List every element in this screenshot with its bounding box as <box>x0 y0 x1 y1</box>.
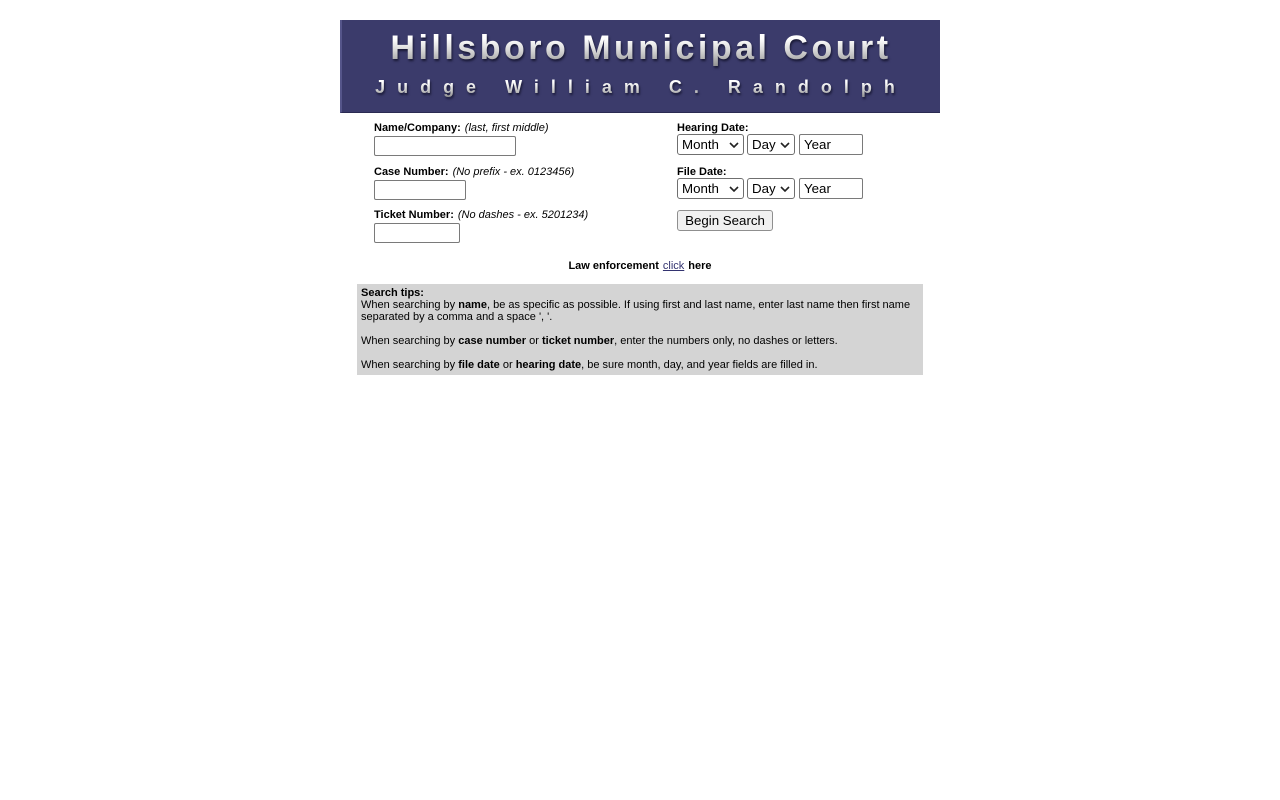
begin-search-button[interactable]: Begin Search <box>677 210 773 231</box>
file-date-label: File Date: <box>677 166 727 178</box>
search-tip-name: When searching by name, be as specific as possible. If using first and last name, enter last name then first name separated by a comma and a space ', '. <box>361 299 911 323</box>
page-title: Hillsboro Municipal Court <box>342 29 940 68</box>
law-enforcement-suffix: here <box>688 260 712 272</box>
hearing-month-select[interactable] <box>677 134 744 155</box>
name-company-label: Name/Company: (last, first middle) <box>374 122 549 134</box>
law-enforcement-line <box>340 260 940 272</box>
law-enforcement-prefix: Law enforcement <box>568 260 659 272</box>
header-banner <box>340 20 940 113</box>
case-number-input[interactable] <box>374 180 466 200</box>
hearing-day-select-wrap <box>747 134 795 155</box>
case-number-label: Case Number: (No prefix - ex. 0123456) <box>374 166 575 178</box>
file-year-input[interactable] <box>799 178 863 199</box>
file-day-select[interactable] <box>747 178 795 199</box>
hearing-year-input[interactable] <box>799 134 863 155</box>
file-month-select[interactable] <box>677 178 744 199</box>
ticket-number-hint: (No dashes - ex. 5201234) <box>457 209 589 221</box>
hearing-date-label: Hearing Date: <box>677 122 749 134</box>
name-company-hint: (last, first middle) <box>464 122 549 134</box>
ticket-number-label: Ticket Number: (No dashes - ex. 5201234) <box>374 209 589 221</box>
file-day-select-wrap <box>747 178 795 199</box>
hearing-day-select[interactable] <box>747 134 795 155</box>
search-tip-dates: When searching by file date or hearing date, be sure month, day, and year fields are filled in. <box>361 359 818 371</box>
case-number-hint: (No prefix - ex. 0123456) <box>452 166 575 178</box>
name-company-input[interactable] <box>374 136 516 156</box>
search-tip-numbers: When searching by case number or ticket number, enter the numbers only, no dashes or letters. <box>361 335 838 347</box>
file-month-select-wrap <box>677 178 744 199</box>
search-tips-heading: Search tips: <box>361 287 424 299</box>
search-tips-box <box>357 284 923 375</box>
hearing-month-select-wrap <box>677 134 744 155</box>
ticket-number-input[interactable] <box>374 223 460 243</box>
judge-name: Judge William C. Randolph <box>342 77 940 98</box>
law-enforcement-link[interactable]: click <box>662 260 685 272</box>
